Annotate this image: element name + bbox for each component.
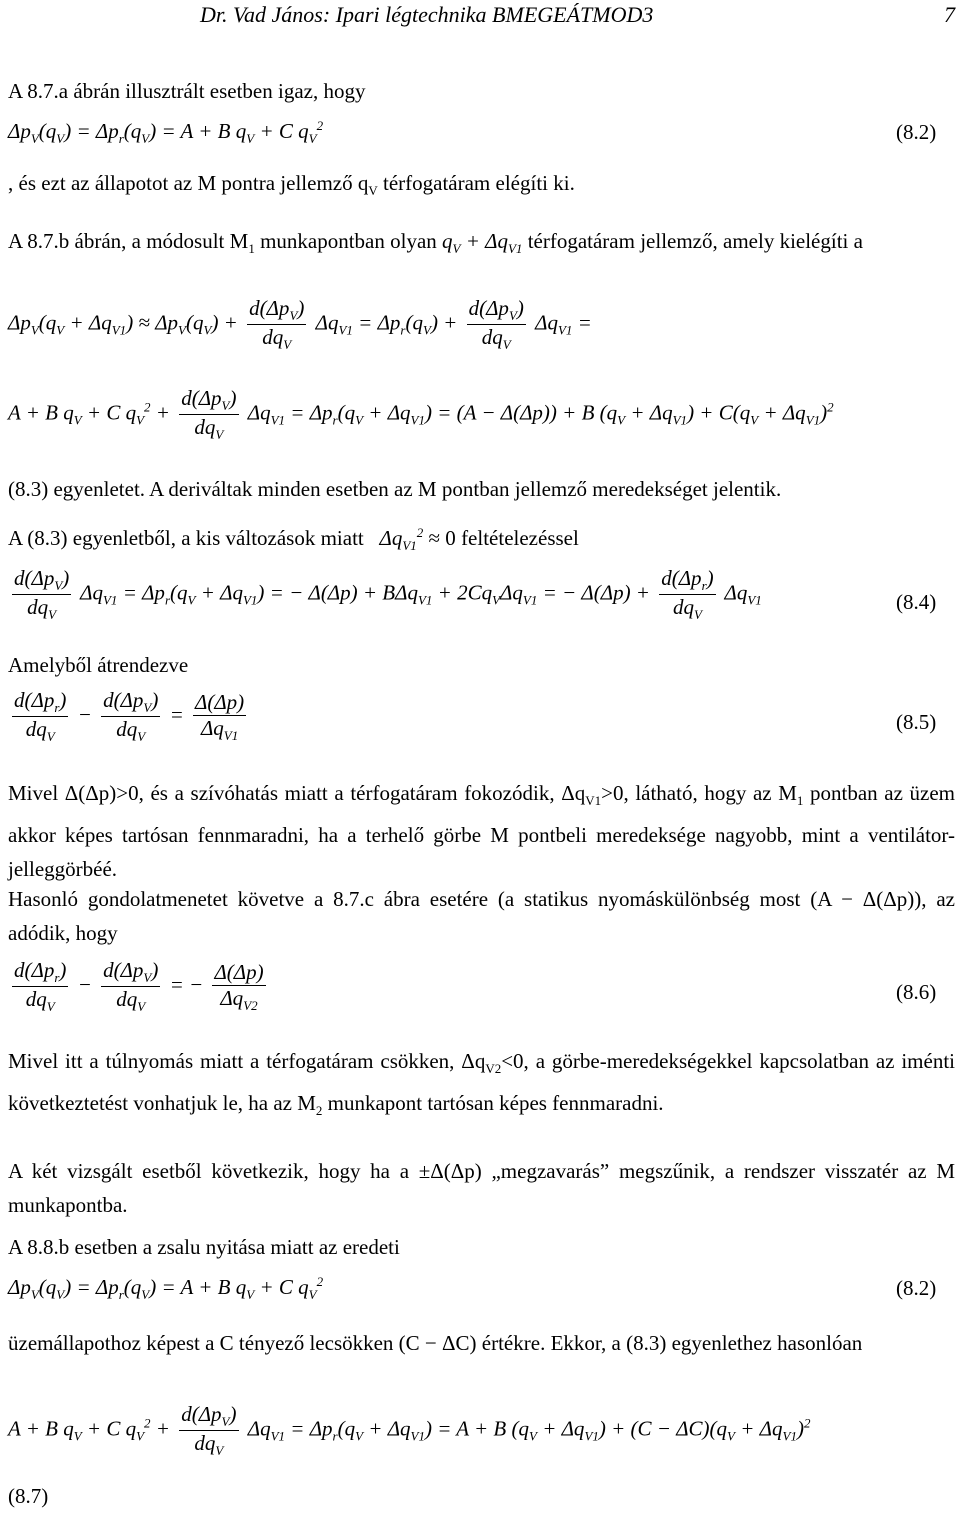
- equation-8-2: $\Delta p_V(q_V) = \Delta p_r(q_V) = A + B$ $q_V + C$ $q_V^2$: [8, 118, 324, 147]
- paragraph: A 8.7.a ábrán illusztrált esetben igaz, hogy: [8, 79, 366, 103]
- paragraph: [8, 882, 955, 950]
- paragraph-text: munkapont tartósan képes fennmaradni.: [322, 1091, 664, 1116]
- paragraph-text: feltételezéssel: [461, 526, 579, 550]
- paragraph-text: pontban az üzem akkor képes tartósan fennmaradni, ha a terhelő görbe M pontbeli meredeksége nagyobb, mint a ventilátor-jelleggörbéé.: [8, 781, 955, 882]
- paragraph-text: munkapontban olyan: [254, 229, 443, 253]
- equation-8-4: $\frac{d(\Delta p_V)}{dq_V}$ $\Delta q_{V1} = \Delta p_r(q_V + \Delta q_{V1})$ = − $\Delta(\Delta p) + B\Delta q_{V1} + 2Cq_V\Delta q_{V1}$ = − Δ(Δp) + $\frac{d(\Delta p_r)}{dq_V}$ $\Delta q_{V1}$: [14, 566, 762, 623]
- equation-8-7: A + B $q_V + C$ $q_V^2$ + $\frac{d(\Delta p_V)}{dq_V}$ $\Delta q_{V1} = \Delta p_r(q_V + \Delta q_{V1}) = A + B$ $(q_V + \Delta q_{V1}) + (C - \Delta C)(q_V + \Delta q_{V1})^2$: [8, 1402, 811, 1459]
- equation-number: (8.4): [896, 590, 937, 614]
- paragraph-text: térfogatáram jellemző, amely kielégíti a: [522, 229, 863, 253]
- paragraph: , és ezt az állapotot az M pontra jellemző $q_V$ térfogatáram elégíti ki.: [8, 171, 575, 199]
- paragraph: Mivel itt a túlnyomás miatt a térfogatáram csökken, $\Delta q_{V2}<0$, a görbe-meredekségekkel kapcsolatban az iménti következtetést vonhatjuk le, ha az $M_2$ munkapont tartósan képes fennmaradni.: [8, 1049, 956, 1119]
- paragraph-text: (A − Δ(Δp)), az adódik, hogy: [8, 887, 955, 945]
- equation-number: (8.6): [896, 980, 937, 1004]
- equation-number: (8.2): [896, 120, 937, 144]
- equation-8-3-line-2: A + B $q_V + C$ $q_V^2$ + $\frac{d(\Delta p_V)}{dq_V}$ $\Delta q_{V1} = \Delta p_r(q_V + \Delta q_{V1}) = (A - \Delta(\Delta p)) + B$ $(q_V + \Delta q_{V1}) + C(q_V + \Delta q_{V1})^2$: [8, 386, 834, 443]
- paragraph-text: >0, látható, hogy az M: [601, 781, 797, 805]
- paragraph-text: Hasonló gondolatmenetet követve a 8.7.c ábra esetére (a statikus nyomáskülönbség most: [8, 887, 801, 911]
- paragraph: A két vizsgált esetből következik, hogy ha a ±Δ(Δp) „megzavarás” megszűnik, a rendszer visszatér az M munkapontba.: [8, 1159, 955, 1217]
- equation-number: (8.2): [896, 1276, 937, 1300]
- running-header: [0, 2, 960, 32]
- header-title: Dr. Vad János: Ipari légtechnika BMEGEÁTMOD3: [200, 2, 654, 27]
- paragraph-text: <0, a görbe-meredekségekkel kapcsolatban az iménti következtetést vonhatjuk le, ha az M: [8, 1049, 956, 1116]
- paragraph-text: A 8.7.b ábrán, a módosult M: [8, 229, 249, 253]
- equation-8-5: $\frac{d(\Delta p_r)}{dq_V}$ − $\frac{d(\Delta p_V)}{dq_V}$ = $\frac{\Delta(\Delta p)}{\Delta q_{V1}}$: [14, 688, 245, 745]
- paragraph: A (8.3) egyenletből, a kis változások miatt $\Delta q_{V1}^2 \approx 0$ feltételezéssel: [8, 525, 579, 554]
- paragraph: üzemállapothoz képest a C tényező lecsökken (C − ΔC) értékre. Ekkor, a (8.3) egyenlethez hasonlóan: [8, 1331, 863, 1355]
- paragraph: Amelyből átrendezve: [8, 653, 189, 677]
- equation-8-3-line-1: $\Delta p_V(q_V + \Delta q_{V1}) \approx \Delta p_V(q_V)$ + $\frac{d(\Delta p_V)}{dq_V}$ $\Delta q_{V1} = \Delta p_r(q_V)$ + $\frac{d(\Delta p_V)}{dq_V}$ $\Delta q_{V1}$ =: [8, 296, 592, 353]
- paragraph-text: Mivel Δ(Δp)>0, és a szívóhatás miatt a térfogatáram fokozódik, Δq: [8, 781, 586, 805]
- paragraph: Mivel Δ(Δp)>0, és a szívóhatás miatt a térfogatáram fokozódik, $\Delta q_{V1}>0$, látható, hogy az $M_1$ pontban az üzem akkor képes tartósan fennmaradni, ha a terhelő görbe M pontbeli meredeksége nagyobb, mint a ventilátor-jelleggörbéé.: [8, 781, 955, 882]
- equation-8-6: $\frac{d(\Delta p_r)}{dq_V}$ − $\frac{d(\Delta p_V)}{dq_V}$ = − $\frac{\Delta(\Delta p)}{\Delta q_{V2}}$: [14, 958, 264, 1015]
- paragraph: (8.3) egyenletet. A deriváltak minden esetben az M pontban jellemző meredekséget jelentik.: [8, 477, 782, 501]
- paragraph-text: A (8.3) egyenletből, a kis változások miatt: [8, 526, 364, 550]
- equation-number: (8.7): [8, 1484, 49, 1508]
- equation-8-2-repeat: $\Delta p_V(q_V) = \Delta p_r(q_V) = A + B$ $q_V + C$ $q_V^2$: [8, 1274, 324, 1303]
- paragraph-text: , és ezt az állapotot az M pontra jellemző q: [8, 171, 369, 195]
- page-number: 7: [944, 2, 955, 27]
- paragraph-text: Mivel itt a túlnyomás miatt a térfogatáram csökken, Δq: [8, 1049, 486, 1073]
- paragraph: A 8.8.b esetben a zsalu nyitása miatt az eredeti: [8, 1235, 400, 1259]
- equation-number: (8.5): [896, 710, 937, 734]
- paragraph: A 8.7.b ábrán, a módosult $M_1$ munkapontban olyan $q_V + \Delta q_{V1}$ térfogatáram jellemző, amely kielégíti a: [8, 229, 863, 257]
- paragraph-text: térfogatáram elégíti ki.: [377, 171, 575, 195]
